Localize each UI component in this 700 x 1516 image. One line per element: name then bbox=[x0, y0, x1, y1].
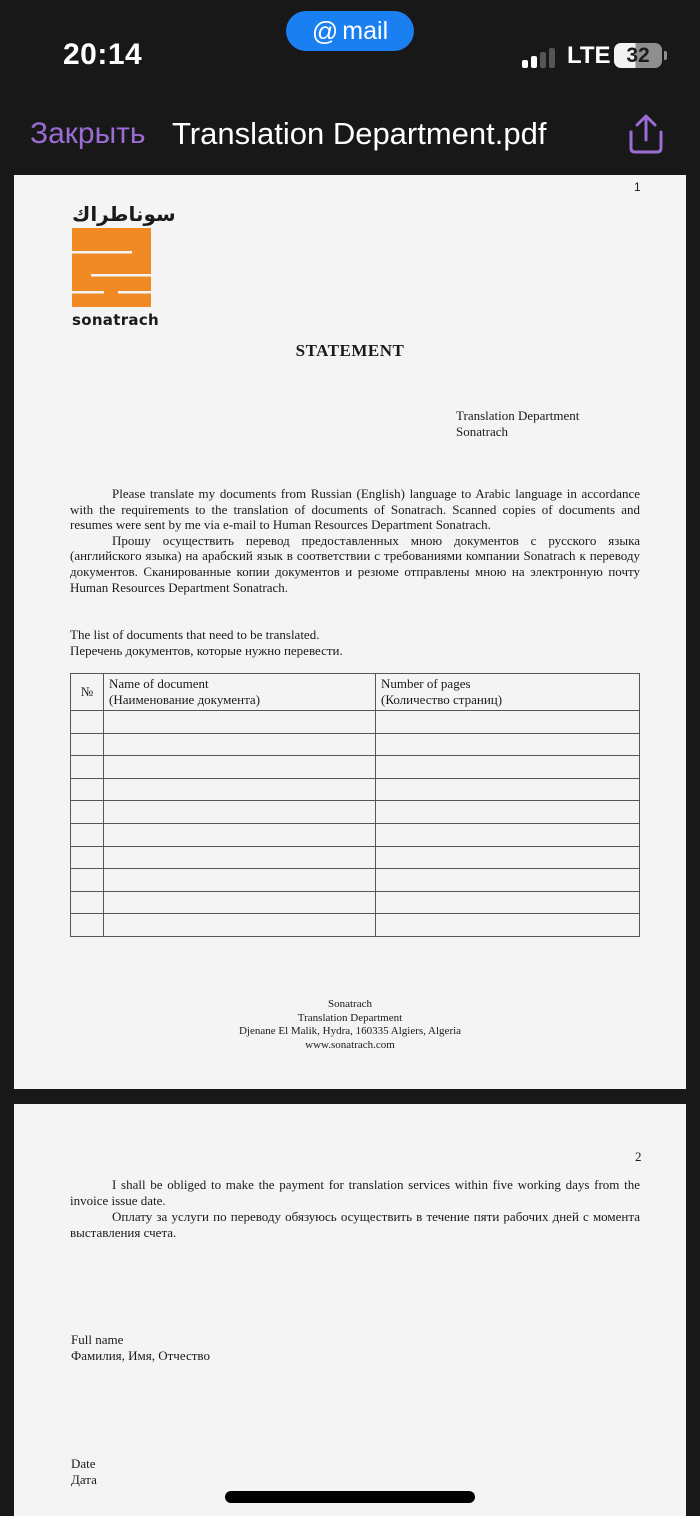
row-number-cell bbox=[71, 756, 104, 779]
header-number bbox=[71, 674, 104, 711]
document-name-cell bbox=[104, 891, 376, 914]
header-label-ru: (Количество страниц) bbox=[381, 691, 503, 707]
nav-bar bbox=[0, 90, 700, 175]
full-name-ru: Фамилия, Имя, Отчество bbox=[71, 1348, 210, 1363]
table-row bbox=[71, 756, 640, 779]
share-icon bbox=[626, 112, 666, 156]
table-row bbox=[71, 914, 640, 937]
document-name-cell bbox=[104, 711, 376, 734]
home-indicator[interactable] bbox=[225, 1491, 475, 1503]
statement-heading: STATEMENT bbox=[295, 341, 405, 360]
pdf-page-1[interactable] bbox=[14, 175, 686, 1089]
date-field-label bbox=[71, 1456, 97, 1488]
close-button[interactable]: Закрыть bbox=[30, 117, 146, 150]
header-label-en: Name of document bbox=[109, 676, 209, 691]
page-count-cell bbox=[376, 733, 640, 756]
network-type: LTE bbox=[567, 42, 611, 69]
addressee-block bbox=[456, 408, 579, 440]
clock: 20:14 bbox=[63, 38, 143, 71]
row-number-cell bbox=[71, 823, 104, 846]
list-intro-en: The list of documents that need to be translated. bbox=[70, 627, 320, 642]
battery-tip bbox=[664, 51, 667, 60]
request-paragraph-en: Please translate my documents from Russian (English) language to Arabic language in accordance with the requirements to the translation of documents of Sonatrach. Scanned copies of documents and resumes were sent by me via e-mail to Human Resources Department Sonatrach. bbox=[70, 486, 640, 533]
document-name-cell bbox=[104, 801, 376, 824]
signal-bar bbox=[531, 56, 537, 68]
date-en: Date bbox=[71, 1456, 96, 1471]
share-button[interactable] bbox=[626, 112, 666, 156]
request-paragraph-ru: Прошу осуществить перевод предоставленных мною документов с русского языка (английского языка) на арабский язык в соответствии с требованиями компании Sonatrach к переводу документов. Сканированные копии документов и резюме отправлены мною на электронную почту Human Resources Department Sonatrach. bbox=[70, 532, 640, 595]
document-name-cell bbox=[104, 778, 376, 801]
page-count-cell bbox=[376, 914, 640, 937]
logo-wordmark: sonatrach bbox=[72, 311, 159, 329]
table-header-row bbox=[71, 674, 640, 711]
document-name-cell bbox=[104, 869, 376, 892]
footer-website: www.sonatrach.com bbox=[305, 1038, 395, 1051]
footer-line: Djenane El Malik, Hydra, 160335 Algiers, Algeria bbox=[238, 1025, 462, 1037]
pdf-page-2[interactable] bbox=[14, 1104, 686, 1516]
addressee-line: Translation Department bbox=[456, 408, 580, 423]
page-count-cell bbox=[376, 846, 640, 869]
page-number: 1 bbox=[634, 180, 641, 194]
battery-icon bbox=[614, 43, 662, 68]
signal-bar bbox=[549, 48, 555, 68]
row-number-cell bbox=[71, 778, 104, 801]
document-name-cell bbox=[104, 846, 376, 869]
row-number-cell bbox=[71, 801, 104, 824]
sonatrach-logo-icon bbox=[72, 228, 151, 307]
date-ru: Дата bbox=[71, 1472, 97, 1487]
page-count-cell bbox=[376, 711, 640, 734]
mail-pill-label: mail bbox=[342, 16, 389, 45]
page-count-cell bbox=[376, 823, 640, 846]
table-row bbox=[71, 778, 640, 801]
page-number: 2 bbox=[635, 1149, 642, 1164]
status-bar bbox=[0, 0, 700, 90]
logo-arabic-text: سوناطراك bbox=[72, 202, 176, 226]
header-document-name bbox=[104, 674, 376, 711]
addressee-line: Sonatrach bbox=[456, 424, 508, 439]
payment-paragraphs bbox=[70, 1177, 640, 1241]
mail-app-pill[interactable] bbox=[286, 11, 414, 51]
documents-table bbox=[70, 673, 640, 937]
footer-line: Translation Department bbox=[297, 1011, 403, 1024]
signal-bar bbox=[540, 52, 546, 68]
full-name-field-label bbox=[71, 1332, 210, 1364]
table-row bbox=[71, 869, 640, 892]
page-count-cell bbox=[376, 756, 640, 779]
list-intro-ru: Перечень документов, которые нужно перевести. bbox=[70, 643, 343, 658]
row-number-cell bbox=[71, 846, 104, 869]
row-number-cell bbox=[71, 733, 104, 756]
document-title: Translation Department.pdf bbox=[172, 116, 547, 151]
page-count-cell bbox=[376, 891, 640, 914]
list-intro bbox=[70, 627, 343, 659]
at-icon: @ bbox=[311, 15, 339, 46]
row-number-cell bbox=[71, 914, 104, 937]
table-row bbox=[71, 823, 640, 846]
document-name-cell bbox=[104, 733, 376, 756]
full-name-en: Full name bbox=[71, 1332, 124, 1347]
table-row bbox=[71, 733, 640, 756]
row-number-cell bbox=[71, 711, 104, 734]
battery-level: 32 bbox=[626, 43, 650, 67]
document-name-cell bbox=[104, 756, 376, 779]
row-number-cell bbox=[71, 869, 104, 892]
signal-icon bbox=[522, 46, 562, 68]
payment-paragraph-en: I shall be obliged to make the payment for translation services within five working days from the invoice issue date. bbox=[70, 1177, 640, 1208]
header-number-label: № bbox=[80, 684, 94, 700]
header-label-en: Number of pages bbox=[381, 676, 471, 691]
document-name-cell bbox=[104, 914, 376, 937]
header-label-ru: (Наименование документа) bbox=[109, 691, 261, 707]
page-footer-address bbox=[14, 998, 686, 1052]
payment-paragraph-ru: Оплату за услуги по переводу обязуюсь осуществить в течение пяти рабочих дней с момента выставления счета. bbox=[70, 1209, 640, 1240]
page-count-cell bbox=[376, 869, 640, 892]
page-count-cell bbox=[376, 801, 640, 824]
table-row bbox=[71, 891, 640, 914]
header-page-count bbox=[376, 674, 640, 711]
signal-bar bbox=[522, 60, 528, 68]
page-count-cell bbox=[376, 778, 640, 801]
request-paragraphs bbox=[70, 486, 640, 595]
table-row bbox=[71, 711, 640, 734]
footer-line: Sonatrach bbox=[328, 998, 372, 1010]
document-name-cell bbox=[104, 823, 376, 846]
row-number-cell bbox=[71, 891, 104, 914]
table-row bbox=[71, 846, 640, 869]
table-row bbox=[71, 801, 640, 824]
